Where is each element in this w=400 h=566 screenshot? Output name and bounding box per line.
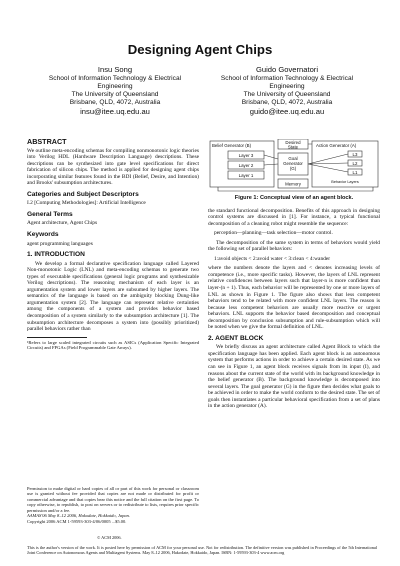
right-paragraph: The decomposition of the same system in terms of behaviors would yield the following set of parallel behaviors: xyxy=(208,239,380,253)
bottom-note xyxy=(27,535,377,556)
paper-title: Designing Agent Chips xyxy=(127,42,273,57)
behavior-layers-label: Behavior Layers xyxy=(331,180,359,184)
figure-caption: Figure 1: Conceptual view of an agent block. xyxy=(234,195,354,201)
categories-heading: Categories and Subject Descriptors xyxy=(27,190,139,198)
venue-text: AAMAS'06 May 8–12 2006, Hakodate, Hokkaido, Japan. xyxy=(27,513,130,518)
l2-label: L2 xyxy=(352,161,358,166)
layer-3-label: Layer 3 xyxy=(238,153,254,158)
svg-text:State: State xyxy=(287,144,299,150)
author-name: Insu Song xyxy=(97,65,133,74)
layer-2-label: Layer 2 xyxy=(238,163,254,168)
author-email[interactable]: insu@itee.uq.edu.au xyxy=(80,106,150,116)
svg-text:Generator: Generator xyxy=(283,161,303,166)
layer-1-label: Layer 1 xyxy=(238,173,254,178)
abstract-heading: ABSTRACT xyxy=(27,137,67,146)
l3-label: L3 xyxy=(352,152,358,157)
memory-label: Memory xyxy=(285,181,301,187)
left-column xyxy=(27,139,199,564)
right-paragraph: We briefly discuss an agent architecture called Agent Block to which the specification language has been applied. Each agent block is an autonomous system that performs actions in order to achieve a certain desired state. As we can see in Figure 1, an agent block receives signals from its input (I), and reasons about the current state of the world with its background knowledge in the belief generator (B). The background knowledge is decomposed into several layers. The goal generator (G) in the figure then decides what goals to be achieved in order to make the world conform to the desired state. The set of goals then instantiates a particular behavioral specification from a set of plans in the action generator (A). xyxy=(208,344,380,410)
author-1 xyxy=(30,66,200,115)
action-label: Action Generator (A) xyxy=(316,143,357,148)
author-affiliation: The University of Queensland xyxy=(71,90,159,98)
intro-heading: 1. INTRODUCTION xyxy=(27,251,85,259)
general-terms-heading: General Terms xyxy=(27,210,73,218)
keywords-heading: Keywords xyxy=(27,231,59,239)
general-terms-text: Agent architecture, Agent Chips xyxy=(27,220,98,227)
author-name: Guido Governatori xyxy=(255,65,319,74)
author-affiliation: The University of Queensland xyxy=(243,90,331,98)
bottom-note-text: This is the author's version of the work. It is posted here by permission of ACM for your personal use. Not for redistribution. The definitive version was published in Proceedings of the 5th International Joint Conference on Autonomous Agents and Multiagent Systems. May 8–12 2006, Hakodate, Hokkaido, Japan. ISBN: 1-59593-303-4 www.acm.org xyxy=(27,545,377,556)
author-affiliation: Engineering xyxy=(97,82,133,90)
equation-text: 1:avoid objects < 2:avoid water < 3:clean < 4:wander xyxy=(214,255,331,262)
permission-text: Permission to make digital or hard copies of all or part of this work for personal or classroom use is granted without fee provided that copies are not made or distributed for profit or commercial advantage and that copies bear this notice and the full citation on the first page. To copy otherwise, to republish, to post on servers or to redistribute to lists, requires prior specific permission and/or a fee. xyxy=(27,485,199,513)
author-email[interactable]: guido@itee.uq.edu.au xyxy=(249,106,325,116)
right-paragraph: the standard functional decomposition. Benefits of this approach in designing control systems are discussed in [1]. For instance, a typical functional decomposition of a cleaning robot might resemble the sequence: xyxy=(208,207,380,227)
permission-notice xyxy=(27,486,199,525)
abstract-text: We outline meta-encoding schemas for compiling nonmonotonic logic theories into Verilog HDL (Hardware Description Language) descriptions. These descriptions can be synthesized into gate level specifications for direct fabrication of silicon chips. The method is applied for designing agent chips incorporating similar features found in the BDI (Belief, Desire, and Intention) and Brooks' subsumption architectures. xyxy=(27,147,199,187)
author-affiliation: Engineering xyxy=(269,82,305,90)
right-column xyxy=(208,139,380,564)
belief-label: Belief Generator (B) xyxy=(212,143,252,148)
keywords-text: agent programming languages xyxy=(27,240,93,247)
author-affiliation: Brisbane, QLD, 4072, Australia xyxy=(241,98,333,106)
figure-1 xyxy=(208,139,380,193)
author-affiliation: School of Information Technology & Electrical xyxy=(48,74,182,82)
sequence-text: perception—planning—task selection—motor control. xyxy=(214,230,333,237)
author-affiliation: School of Information Technology & Electrical xyxy=(220,74,354,82)
footnote-rule xyxy=(27,337,87,338)
author-2 xyxy=(202,66,372,115)
section-2-heading: 2. AGENT BLOCK xyxy=(208,334,264,342)
footnote: ¹Refers to large scaled integrated circuits such as ASICs (Application Specific Integrated Circuits) and FPGAs (Field Programmable Gate Arrays). xyxy=(27,339,199,351)
figure-1-diagram xyxy=(208,139,380,193)
l1-label: L1 xyxy=(352,170,358,175)
svg-text:(G): (G) xyxy=(289,166,297,171)
categories-text: I.2 [Computing Methodologies]: Artificial Intelligence xyxy=(27,200,146,207)
acm-copyright: © ACM 2006. xyxy=(97,535,122,540)
copyright-text: Copyright 2006 ACM 1-59593-303-4/06/0005 ...$5.00. xyxy=(27,518,127,524)
right-paragraph: where the numbers denote the layers and < denotes increasing levels of competence (i.e., more specific tasks). However, the layers of LNL represent relative confidences between layers such that layer-n is more confident than layer-(n + 1). Thus, each behavior will be represented by one or more layers of LNL as shown in Figure 1. The figure also shows that less competent behaviors tend to be related with more confident LNL layers. The reason is because less competent behaviors are usually more reactive or urgent behaviors. LNL supports the behavior based decomposition and conceptual decomposition by conclusion subsumption and rule-subsumption which will be noted when we give the formal definition of LNL. xyxy=(208,265,380,331)
intro-paragraph: We develop a formal declarative specification language called Layered Non-monotonic Logic (LNL) and meta-encoding schemas to generate two types of executable specifications (general logic programs and synthesizable Verilog descriptions). The reasoning mechanism of each layer is an argumentation system and lower layers are subsumed by higher layers. The semantics of the language is based on the ambiguity blocking Dung-like argumentation system [2]. The language can represent relative certainties among the components of a system and provides behavior based decomposition of a system similarly to the subsumption architecture [1]. The subsumption architecture decomposes a system into (possibly prioritized) parallel behaviors rather than xyxy=(27,260,199,333)
svg-text:Goal: Goal xyxy=(288,156,298,161)
desired-label: Desired xyxy=(285,140,301,145)
author-affiliation: Brisbane, QLD, 4072, Australia xyxy=(69,98,161,106)
